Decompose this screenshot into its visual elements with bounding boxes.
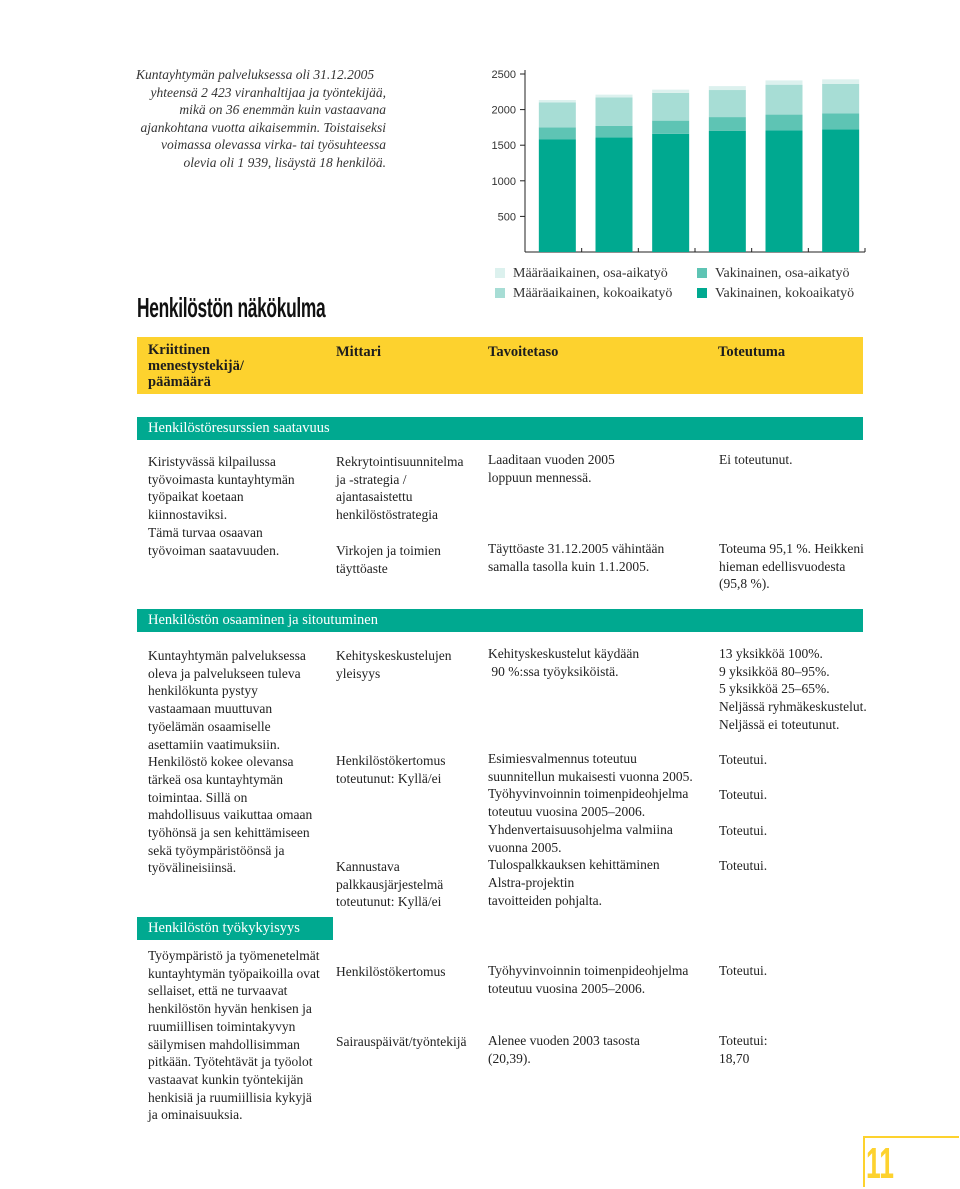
bar-segment — [822, 130, 859, 252]
legend-swatch — [697, 288, 707, 298]
bar-segment — [596, 137, 633, 252]
section-2-metric-c: Kannustava palkkausjärjestelmä toteutunut: Kyllä/ei — [336, 859, 444, 910]
legend-item — [495, 264, 668, 284]
bar-segment — [822, 79, 859, 84]
section-2-metric-b: Henkilöstökertomus toteutunut: Kyllä/ei — [336, 753, 446, 786]
section-band: Henkilöstön työkykyisyys — [137, 917, 333, 940]
bar-segment — [709, 131, 746, 252]
bar-segment — [822, 84, 859, 114]
staff-bar-chart — [480, 60, 870, 260]
section-3-result-a: Toteutui. — [719, 963, 768, 978]
section-2-result-b1: Toteutui. — [719, 752, 768, 767]
bar-segment — [652, 90, 689, 93]
legend-item — [697, 264, 850, 284]
intro-line: yhteensä 2 423 viranhaltijaa ja työntekijää, — [150, 84, 386, 100]
legend-item — [495, 284, 672, 304]
legend-label: Määräaikainen, kokoaikatyö — [513, 286, 673, 301]
section-2-target-b: Esimiesvalmennus toteutuu suunnitellun mukaisesti vuonna 2005. Työhyvinvoinnin toimenpideohjelma toteutuu vuosina 2005–2006. Yhdenvertaisuusohjelma valmiina vuonna 2005. Tulospalkkauksen kehittäminen Alstra-projektin tavoitteiden pohjalta. — [488, 751, 693, 908]
section-3-result-b: Toteutui: 18,70 — [719, 1033, 768, 1066]
legend-swatch — [495, 288, 505, 298]
intro-line: ajankohtana vuotta aikaisemmin. Toistaiseksi — [140, 119, 386, 135]
section-3-metric-a: Henkilöstökertomus — [336, 964, 446, 979]
bar-segment — [766, 80, 803, 84]
legend-label: Vakinainen, osa-aikatyö — [715, 266, 850, 281]
section-3-metric-b: Sairauspäivät/työntekijä — [336, 1034, 467, 1049]
legend-label: Määräaikainen, osa-aikatyö — [513, 266, 668, 281]
chart-legend — [495, 264, 875, 308]
bar-segment — [539, 127, 576, 139]
bar-segment — [652, 121, 689, 134]
intro-line: olevia oli 1 939, lisäystä 18 henkilöä. — [183, 154, 386, 170]
section-3-target-a: Työhyvinvoinnin toimenpideohjelma toteutuu vuosina 2005–2006. — [488, 963, 689, 996]
section-1-metric-b: Virkojen ja toimien täyttöaste — [336, 543, 441, 576]
bar-segment — [539, 102, 576, 127]
table-header — [137, 337, 863, 394]
section-1-result-a: Ei toteutunut. — [719, 452, 793, 467]
section-1-target-a: Laaditaan vuoden 2005 loppuun mennessä. — [488, 452, 615, 485]
y-tick-label: 500 — [497, 211, 516, 224]
bar-segment — [596, 126, 633, 137]
y-tick-label: 2500 — [491, 69, 516, 81]
section-3-factor: Työympäristö ja työmenetelmät kuntayhtymän työpaikoilla ovat sellaiset, että ne turvaavat henkilöstön hyvän henkisen ja ruumiillisen toimintakyvyn säilymisen mahdollisimman pitkään. Työtehtävät ja työolot vastaavat kunkin työntekijän henkisiä ja ruumiillisia kykyjä ja ominaisuuksia. — [148, 948, 320, 1123]
section-2-target-a: Kehityskeskustelut käydään 90 %:ssa työyksiköistä. — [488, 646, 640, 679]
header-col-target: Tavoitetaso — [488, 344, 559, 360]
y-tick-label: 1000 — [491, 175, 516, 188]
header-col-metric: Mittari — [336, 344, 382, 360]
section-3-target-b: Alenee vuoden 2003 tasosta (20,39). — [488, 1033, 640, 1066]
intro-line: Kuntayhtymän palveluksessa oli 31.12.2005 — [136, 67, 375, 82]
page-title: Henkilöstön näkökulma — [137, 292, 326, 323]
header-col-result: Toteutuma — [718, 344, 786, 360]
intro-line: voimassa olevassa virka- tai työsuhteessa — [161, 137, 386, 153]
section-1-target-b: Täyttöaste 31.12.2005 vähintään samalla tasolla kuin 1.1.2005. — [488, 541, 665, 574]
section-2-factor: Kuntayhtymän palveluksessa oleva ja palvelukseen tuleva henkilökunta pystyy vastaamaan muuttuvan työelämän osaamiselle asettamiin vaatimuksiin. Henkilöstö kokee olevansa tärkeä osa kuntayhtymän toimintaa. Sillä on mahdollisuus vaikuttaa omaan työhönsä ja sen kehittämiseen sekä työympäristöönsä ja työvälineisiinsä. — [148, 648, 313, 876]
bar-segment — [652, 134, 689, 252]
bar-segment — [766, 85, 803, 115]
header-text: päämäärä — [148, 374, 211, 390]
y-tick-label: 2000 — [491, 104, 516, 117]
section-band: Henkilöstöresurssien saatavuus — [137, 417, 863, 440]
bar-segment — [709, 117, 746, 131]
bar-segment — [539, 100, 576, 102]
y-tick-label: 1500 — [491, 140, 516, 153]
bar-segment — [822, 114, 859, 130]
page-number: 11 — [866, 1139, 894, 1188]
intro-text — [136, 66, 386, 172]
bar-segment — [596, 97, 633, 125]
bar-segment — [596, 95, 633, 98]
bar-segment — [709, 86, 746, 90]
section-2-result-b2: Toteutui. — [719, 787, 768, 802]
section-1-metric-a: Rekrytointisuunnitelma ja -strategia / ajantasaistettu henkilöstöstrategia — [336, 454, 464, 523]
bar-segment — [709, 90, 746, 117]
section-2-result-b3: Toteutui. — [719, 823, 768, 838]
bar-segment — [766, 115, 803, 131]
header-text: menestystekijä/ — [148, 358, 244, 374]
section-1-result-b: Toteuma 95,1 %. Heikkeni hieman edellisvuodesta (95,8 %). — [719, 541, 864, 592]
bar-segment — [652, 93, 689, 121]
legend-swatch — [495, 268, 505, 278]
legend-swatch — [697, 268, 707, 278]
section-2-result-a: 13 yksikköä 100%. 9 yksikköä 80–95%. 5 yksikköä 25–65%. Neljässä ryhmäkeskustelut. Neljässä ei toteutunut. — [719, 646, 867, 732]
section-2-result-b4: Toteutui. — [719, 858, 768, 873]
header-text: Kriittinen — [148, 342, 211, 358]
header-col-factor — [148, 342, 244, 390]
legend-item — [697, 284, 854, 304]
section-2-metric-a: Kehityskeskustelujen yleisyys — [336, 648, 452, 681]
section-1-factor: Kiristyvässä kilpailussa työvoimasta kuntayhtymän työpaikat koetaan kiinnostaviksi. Tämä turvaa osaavan työvoiman saatavuuden. — [148, 454, 295, 558]
intro-line: mikä on 36 enemmän kuin vastaavana — [179, 102, 386, 118]
bar-segment — [539, 140, 576, 252]
legend-label: Vakinainen, kokoaikatyö — [715, 286, 855, 301]
bar-segment — [766, 130, 803, 252]
section-band: Henkilöstön osaaminen ja sitoutuminen — [137, 609, 863, 632]
